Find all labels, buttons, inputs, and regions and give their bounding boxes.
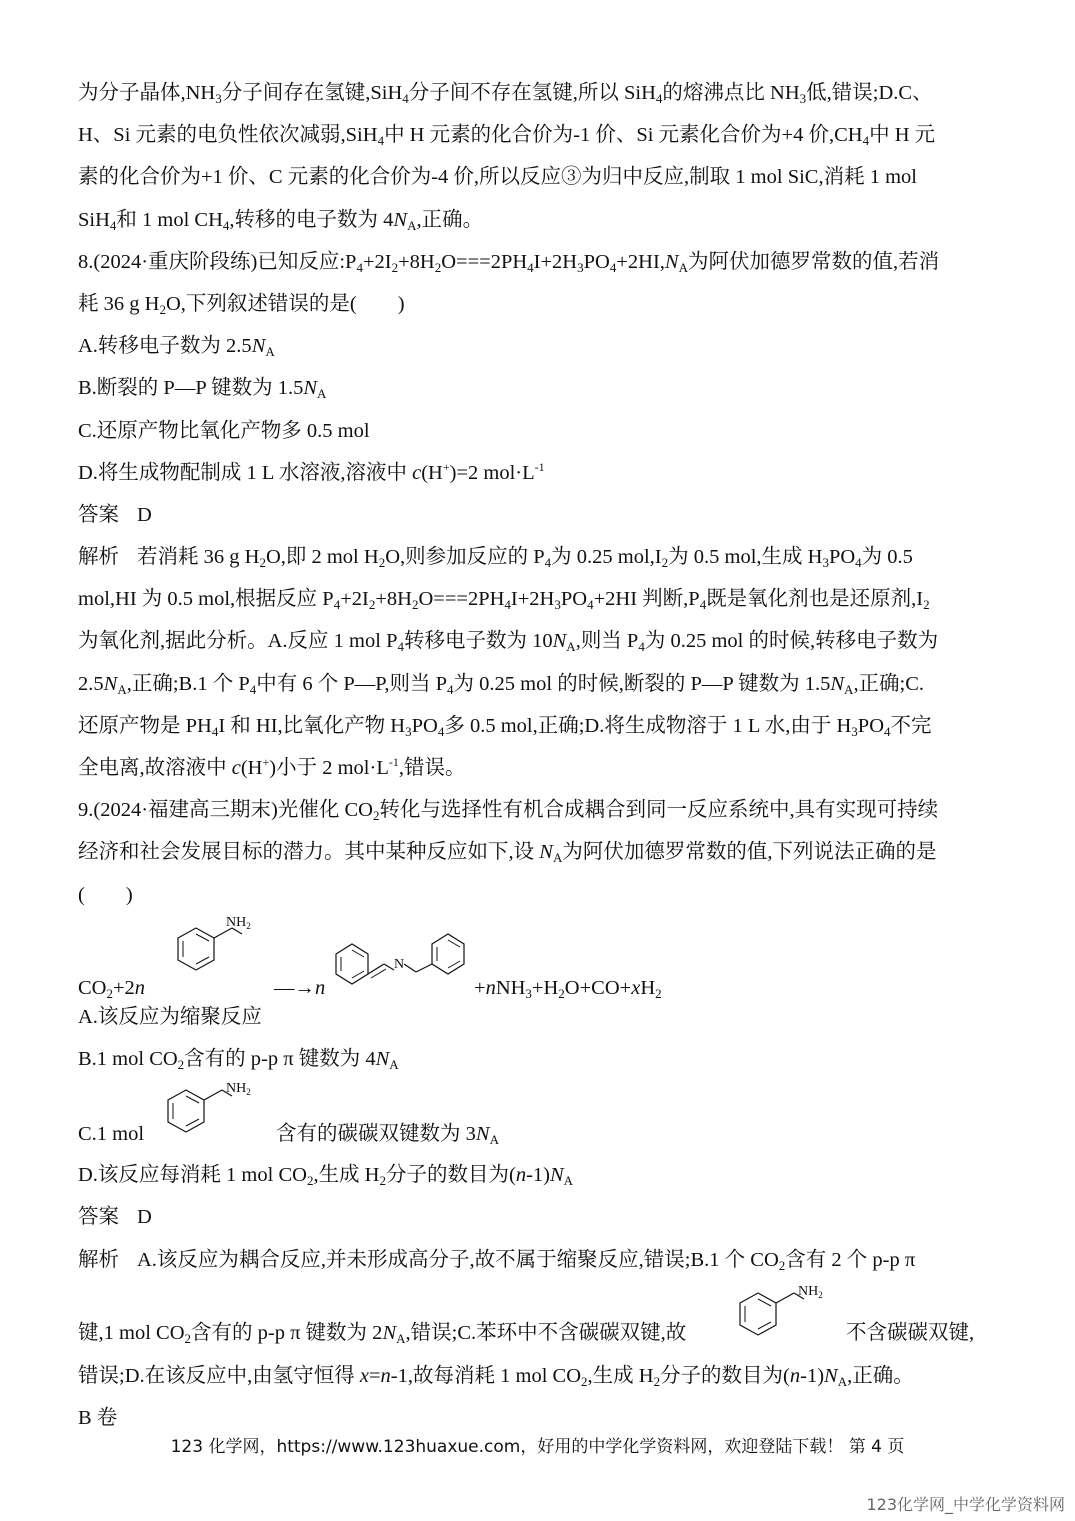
text-line: 为分子晶体$,NH_3$分子间存在氢键,SiH$_4$分子间不存在氢键,所以 SiH$_4$的熔沸点比 $NH_3$低,错误;D.C、 — [78, 82, 933, 106]
option-b: B.断裂的 P—P 键数为 $1.5N_A$ — [78, 377, 327, 402]
reaction-equation: $CO_2+2n$ $NH_2$ —→n N $+nNH_3+H_2O+CO+xH_2$ — [78, 915, 662, 1001]
option-a: A.该反应为缩聚反应 — [78, 1005, 262, 1028]
page-content — [78, 72, 996, 1439]
option-d: D.该反应每消耗 1 mol $CO_2$,生成 $H_2$分子的数目为$(n-1)N_A$ — [78, 1164, 574, 1189]
analysis-line: 还原产物是 $PH_4I$ 和 HI,比氧化产物 $H_3PO_4$多 0.5 mol,正确;D.将生成物溶于 1 L 水,由于 $H_3PO_4$不完 — [78, 714, 932, 739]
imine-structure — [324, 924, 484, 996]
analysis-line: $2.5N_A$,正确;B.1 个 $P_4$中有 6 个 P—P,则当 $P_4$为 0.25 mol 的时候,断裂的 P—P 键数为 $1.5N_A$,正确;C. — [78, 672, 925, 697]
benzylamine-structure — [730, 1281, 840, 1345]
benzylamine-structure — [158, 1080, 268, 1144]
option-b: B.1 mol $CO_2$含有的 p-p π 键数为 $4N_A$ — [78, 1047, 399, 1072]
option-c: C.1 mol $NH_2$ 含有的碳碳双键数为 $3N_A$ — [78, 1081, 499, 1148]
option-d: D.将生成物配制成 1 L 水溶液,溶液中 c(H+)=2 $mol\cdot L^{-1}$ — [78, 459, 545, 484]
page-footer: 123 化学网，https://www.123huaxue.com，好用的中学化学资料网，欢迎登陆下载！ 第 4 页 — [170, 1437, 905, 1457]
text-line: 素的化合价为+1 价、C 元素的化合价为-4 价,所以反应③为归中反应,制取 1 mol SiC,消耗 1 mol — [78, 166, 917, 189]
analysis-line: 错误;D.在该反应中,由氢守恒得 x=n-1,故每消耗 1 mol $CO_2$,生成 $H_2$分子的数目为$(n-1)N_A$,正确。 — [78, 1364, 914, 1389]
section-heading: B 卷 — [78, 1406, 118, 1429]
analysis-line: 解析 若消耗 36 g $H_2O$,即 2 mol $H_2O$,则参加反应的 $P_4$为 0.25 $mol,I_2$为 0.5 mol,生成 $H_3PO_4$为 0.5 — [78, 546, 913, 571]
analysis-line: 全电离,故溶液中 c(H+)小于 2 $mol\cdot L^{-1}$,错误。 — [78, 755, 466, 779]
analysis-line: mol,HI 为 0.5 mol,根据反应 $P_4+2I_2+8H_2O===2PH_4I+2H_3PO_4+2HI$ 判断$,P_4$既是氧化剂也是还原剂$,I_2$ — [78, 588, 930, 613]
question-8-stem: 8.(2024·重庆阶段练)已知反应$:P_4+2I_2+8H_2O===2PH_4I+2H_3PO_4+2HI,N_A$为阿伏加德罗常数的值,若消 — [78, 250, 940, 275]
option-a: A.转移电子数为 $2.5N_A$ — [78, 335, 275, 360]
analysis-line: 解析 A.该反应为耦合反应,并未形成高分子,故不属于缩聚反应,错误;B.1 个 $CO_2$含有 2 个 p-p π — [78, 1248, 916, 1273]
watermark: 123化学网_中学化学资料网 — [866, 1495, 1065, 1514]
question-8-stem: 耗 36 g $H_2O$,下列叙述错误的是( ) — [78, 292, 405, 317]
svg-text:NH2: $NH_2$ — [226, 1081, 251, 1098]
svg-text:N: N — [394, 956, 405, 972]
option-c: C.还原产物比氧化产物多 0.5 mol — [78, 419, 370, 442]
answer-line: 答案 D — [78, 1206, 152, 1229]
benzylamine-structure — [156, 916, 266, 996]
text-line: SiH$_4$和 1 mol $CH_4$,转移的电子数为 $4N_A$,正确。 — [78, 208, 484, 233]
svg-text:NH2: $NH_2$ — [798, 1283, 823, 1300]
analysis-line: 为氧化剂,据此分析。A.反应 1 mol $P_4$转移电子数为 $10N_A$,则当 $P_4$为 0.25 mol 的时候,转移电子数为 — [78, 630, 939, 655]
question-9-stem: 9.(2024·福建高三期末)光催化 $CO_2$转化与选择性有机合成耦合到同一反应系统中,具有实现可持续 — [78, 799, 939, 824]
text-line: H、Si 元素的电负性依次减弱,SiH$_4$中 H 元素的化合价为-1 价、Si 元素化合价为+4 价$,CH_4$中 H 元 — [78, 124, 936, 149]
svg-text:NH2: $NH_2$ — [226, 915, 251, 931]
question-9-stem: 经济和社会发展目标的潜力。其中某种反应如下,设 $N_A$为阿伏加德罗常数的值,下列说法正确的是 — [78, 841, 937, 866]
answer-line: 答案 D — [78, 503, 152, 526]
question-9-stem: ( ) — [78, 883, 133, 906]
analysis-line: 键,1 mol $CO_2$含有的 p-p π 键数为 $2N_A$,错误;C.苯环中不含碳碳双键,故 $NH_2$ 不含碳碳双键, — [78, 1281, 996, 1355]
